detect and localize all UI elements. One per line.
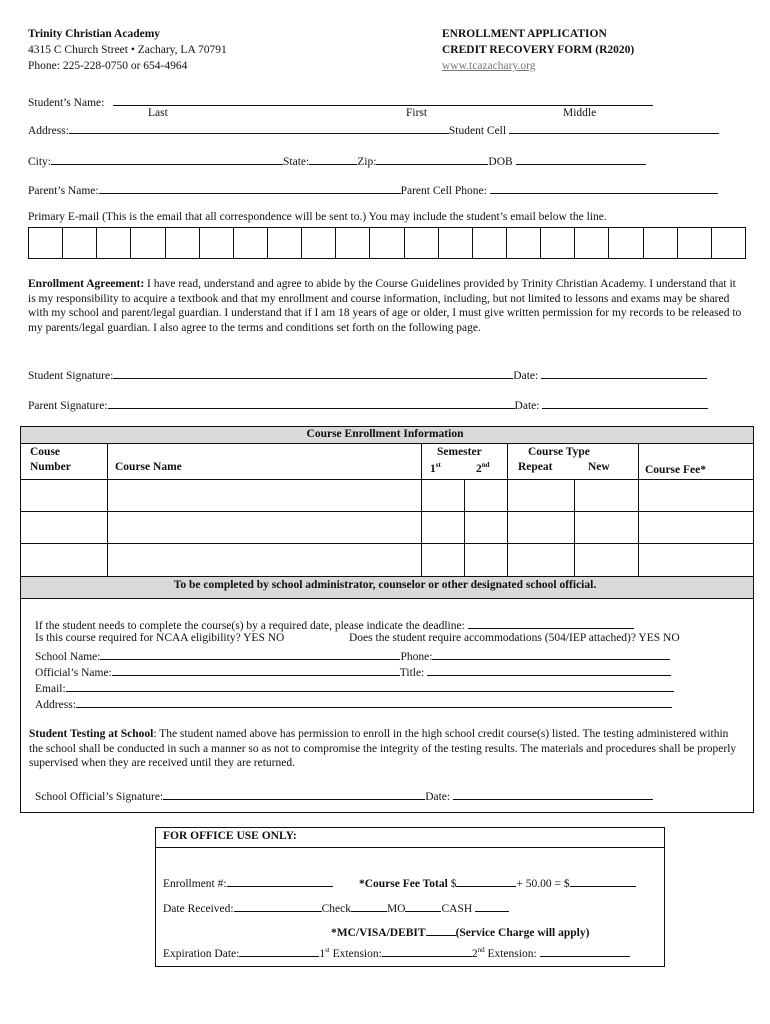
parent-row bbox=[28, 182, 718, 197]
last-caption: Last bbox=[148, 107, 168, 119]
col-course-fee: Course Fee* bbox=[645, 464, 706, 476]
state-label: State: bbox=[283, 156, 310, 168]
table-col-divider bbox=[464, 479, 465, 576]
student-name-line[interactable] bbox=[113, 94, 653, 106]
official-signature-row bbox=[35, 788, 653, 803]
enrollment-number-row bbox=[163, 875, 333, 890]
agreement-heading: Enrollment Agreement: bbox=[28, 278, 145, 290]
city-label: City: bbox=[28, 156, 52, 168]
testing-heading: Student Testing at School bbox=[29, 728, 154, 740]
cash-line[interactable] bbox=[475, 900, 509, 912]
parent-sig-date-line[interactable] bbox=[542, 397, 708, 409]
official-signature-line[interactable] bbox=[163, 788, 425, 800]
state-line[interactable] bbox=[309, 153, 357, 165]
date-received-line[interactable] bbox=[234, 900, 322, 912]
student-sig-date-line[interactable] bbox=[541, 367, 707, 379]
official-email-label: Email: bbox=[35, 683, 66, 695]
zip-line[interactable] bbox=[376, 153, 488, 165]
school-name-line[interactable] bbox=[100, 648, 400, 660]
office-heading: FOR OFFICE USE ONLY: bbox=[163, 830, 297, 842]
school-phone: Phone: 225-228-0750 or 654-4964 bbox=[28, 60, 188, 72]
course-table-title: Course Enrollment Information bbox=[306, 428, 464, 440]
mo-line[interactable] bbox=[405, 900, 441, 912]
parent-cell-label: Parent Cell Phone: bbox=[400, 185, 487, 197]
city-row bbox=[28, 153, 646, 168]
deadline-row bbox=[35, 617, 634, 632]
table-col-divider bbox=[638, 443, 639, 576]
student-signature-label: Student Signature: bbox=[28, 370, 114, 382]
parent-name-label: Parent’s Name: bbox=[28, 185, 99, 197]
official-email-line[interactable] bbox=[66, 680, 674, 692]
city-line[interactable] bbox=[51, 153, 283, 165]
parent-cell-line[interactable] bbox=[490, 182, 718, 194]
agreement-text: I have read, understand and agree to abide by the Course Guidelines provided by Trinity Christian Academy. I understand that it is my responsibility to acquire a textbook and that my enrollment and course information, including, but not limited to lessons and exams may be shared with my school and parent/legal guardian. I understand that if I am 18 years of age or older, I must give written permission for my records to be released to my parents/legal guardian. I also agree to the terms and conditions set forth on the following page. bbox=[28, 278, 742, 334]
school-address: 4315 C Church Street • Zachary, LA 70791 bbox=[28, 44, 227, 56]
school-name-row bbox=[35, 648, 670, 663]
address-label: Address: bbox=[28, 125, 69, 137]
card-line[interactable] bbox=[426, 924, 456, 936]
expiration-row bbox=[163, 945, 630, 960]
accommodations-question[interactable]: Does the student require accommodations (504/IEP attached)? YES NO bbox=[349, 632, 680, 644]
fee-plus: + 50.00 = $ bbox=[516, 878, 570, 890]
expiration-label: Expiration Date: bbox=[163, 948, 240, 960]
student-name-field[interactable] bbox=[28, 94, 653, 109]
student-signature-line[interactable] bbox=[113, 367, 513, 379]
official-name-label: Official’s Name: bbox=[35, 667, 112, 679]
student-cell-line[interactable] bbox=[509, 122, 719, 134]
col-number-line1: Couse bbox=[30, 446, 61, 458]
official-date-label: Date: bbox=[425, 791, 451, 803]
col-sem1: 1st bbox=[430, 461, 441, 475]
course-name-cell[interactable] bbox=[108, 544, 420, 575]
col-course-name: Course Name bbox=[115, 461, 182, 473]
deadline-line[interactable] bbox=[468, 617, 634, 629]
cash-label: CASH bbox=[441, 903, 473, 915]
dob-line[interactable] bbox=[516, 153, 646, 165]
official-address-label: Address: bbox=[35, 699, 76, 711]
col-course-type: Course Type bbox=[528, 446, 590, 458]
dob-label: DOB bbox=[488, 156, 513, 168]
address-row bbox=[28, 122, 719, 137]
phone-label: Phone: bbox=[400, 651, 433, 663]
official-heading: To be completed by school administrator, counselor or other designated school official. bbox=[173, 579, 597, 591]
col-sem2: 2nd bbox=[476, 461, 490, 475]
student-signature-row bbox=[28, 367, 707, 382]
title-line[interactable] bbox=[427, 664, 671, 676]
enrollment-number-label: Enrollment #: bbox=[163, 878, 227, 890]
col-semester: Semester bbox=[437, 446, 482, 458]
official-name-row bbox=[35, 664, 671, 679]
address-row-official bbox=[35, 696, 672, 711]
official-signature-label: School Official’s Signature: bbox=[35, 791, 164, 803]
enrollment-number-line[interactable] bbox=[227, 875, 333, 887]
course-name-cell[interactable] bbox=[108, 480, 420, 511]
fee-dollar: $ bbox=[450, 878, 457, 890]
check-label: Check bbox=[321, 903, 351, 915]
fee-total-label: *Course Fee Total bbox=[359, 878, 448, 890]
course-name-cell[interactable] bbox=[108, 512, 420, 543]
parent-signature-label: Parent Signature: bbox=[28, 400, 108, 412]
card-row bbox=[331, 924, 589, 939]
form-subtitle: CREDIT RECOVERY FORM (R2020) bbox=[442, 44, 635, 56]
middle-caption: Middle bbox=[563, 107, 597, 119]
fee-grand-total-line[interactable] bbox=[570, 875, 636, 887]
ext2-line[interactable] bbox=[540, 945, 630, 957]
table-col-divider bbox=[507, 443, 508, 576]
student-testing-paragraph bbox=[29, 727, 745, 771]
table-col-divider bbox=[421, 443, 422, 576]
expiration-line[interactable] bbox=[239, 945, 319, 957]
official-address-line[interactable] bbox=[76, 696, 672, 708]
phone-line[interactable] bbox=[432, 648, 670, 660]
table-col-divider bbox=[574, 479, 575, 576]
student-cell-label: Student Cell bbox=[448, 125, 507, 137]
email-row bbox=[35, 680, 674, 695]
email-label: Primary E-mail (This is the email that all correspondence will be sent to.) You may include the student’s email below the line. bbox=[28, 211, 607, 223]
official-date-line[interactable] bbox=[453, 788, 653, 800]
deadline-label: If the student needs to complete the course(s) by a required date, please indicate the deadline: bbox=[35, 620, 465, 632]
zip-label: Zip: bbox=[357, 156, 377, 168]
form-title: ENROLLMENT APPLICATION bbox=[442, 28, 607, 40]
website-link[interactable]: www.tcazachary.org bbox=[442, 60, 536, 72]
testing-text: : The student named above has permission to enroll in the high school credit course(s) listed. The testing administered within the school shall be conducted in such a manner so as not to compromise the integrity of the testing results. The materials and procedures shall be properly supervised when they are received until they are returned. bbox=[29, 728, 737, 769]
col-repeat: Repeat bbox=[518, 461, 553, 473]
ncaa-question[interactable]: Is this course required for NCAA eligibility? YES NO bbox=[35, 632, 285, 644]
parent-signature-line[interactable] bbox=[108, 397, 515, 409]
ext1-label: 1st Extension: bbox=[319, 946, 382, 960]
email-input-boxes[interactable] bbox=[28, 227, 746, 259]
enrollment-agreement bbox=[28, 277, 746, 335]
mo-label: MO bbox=[386, 903, 406, 915]
first-caption: First bbox=[406, 107, 428, 119]
ext1-line[interactable] bbox=[382, 945, 472, 957]
title-label: Title: bbox=[399, 667, 425, 679]
student-sig-date-label: Date: bbox=[513, 370, 539, 382]
parent-signature-row bbox=[28, 397, 708, 412]
col-number-line2: Number bbox=[30, 461, 71, 473]
check-line[interactable] bbox=[351, 900, 387, 912]
fee-total-line[interactable] bbox=[456, 875, 516, 887]
col-new: New bbox=[588, 461, 610, 473]
school-name: Trinity Christian Academy bbox=[28, 28, 161, 40]
date-received-row bbox=[163, 900, 509, 915]
parent-sig-date-label: Date: bbox=[514, 400, 540, 412]
ext2-label: 2nd Extension: bbox=[471, 946, 537, 960]
parent-name-line[interactable] bbox=[99, 182, 401, 194]
student-name-label: Student’s Name: bbox=[28, 97, 105, 109]
date-received-label: Date Received: bbox=[163, 903, 234, 915]
service-charge-note: (Service Charge will apply) bbox=[455, 927, 590, 939]
official-name-line[interactable] bbox=[112, 664, 400, 676]
address-line[interactable] bbox=[69, 122, 449, 134]
card-label: *MC/VISA/DEBIT bbox=[331, 927, 426, 939]
fee-total-row bbox=[359, 875, 636, 890]
school-name-label: School Name: bbox=[35, 651, 101, 663]
